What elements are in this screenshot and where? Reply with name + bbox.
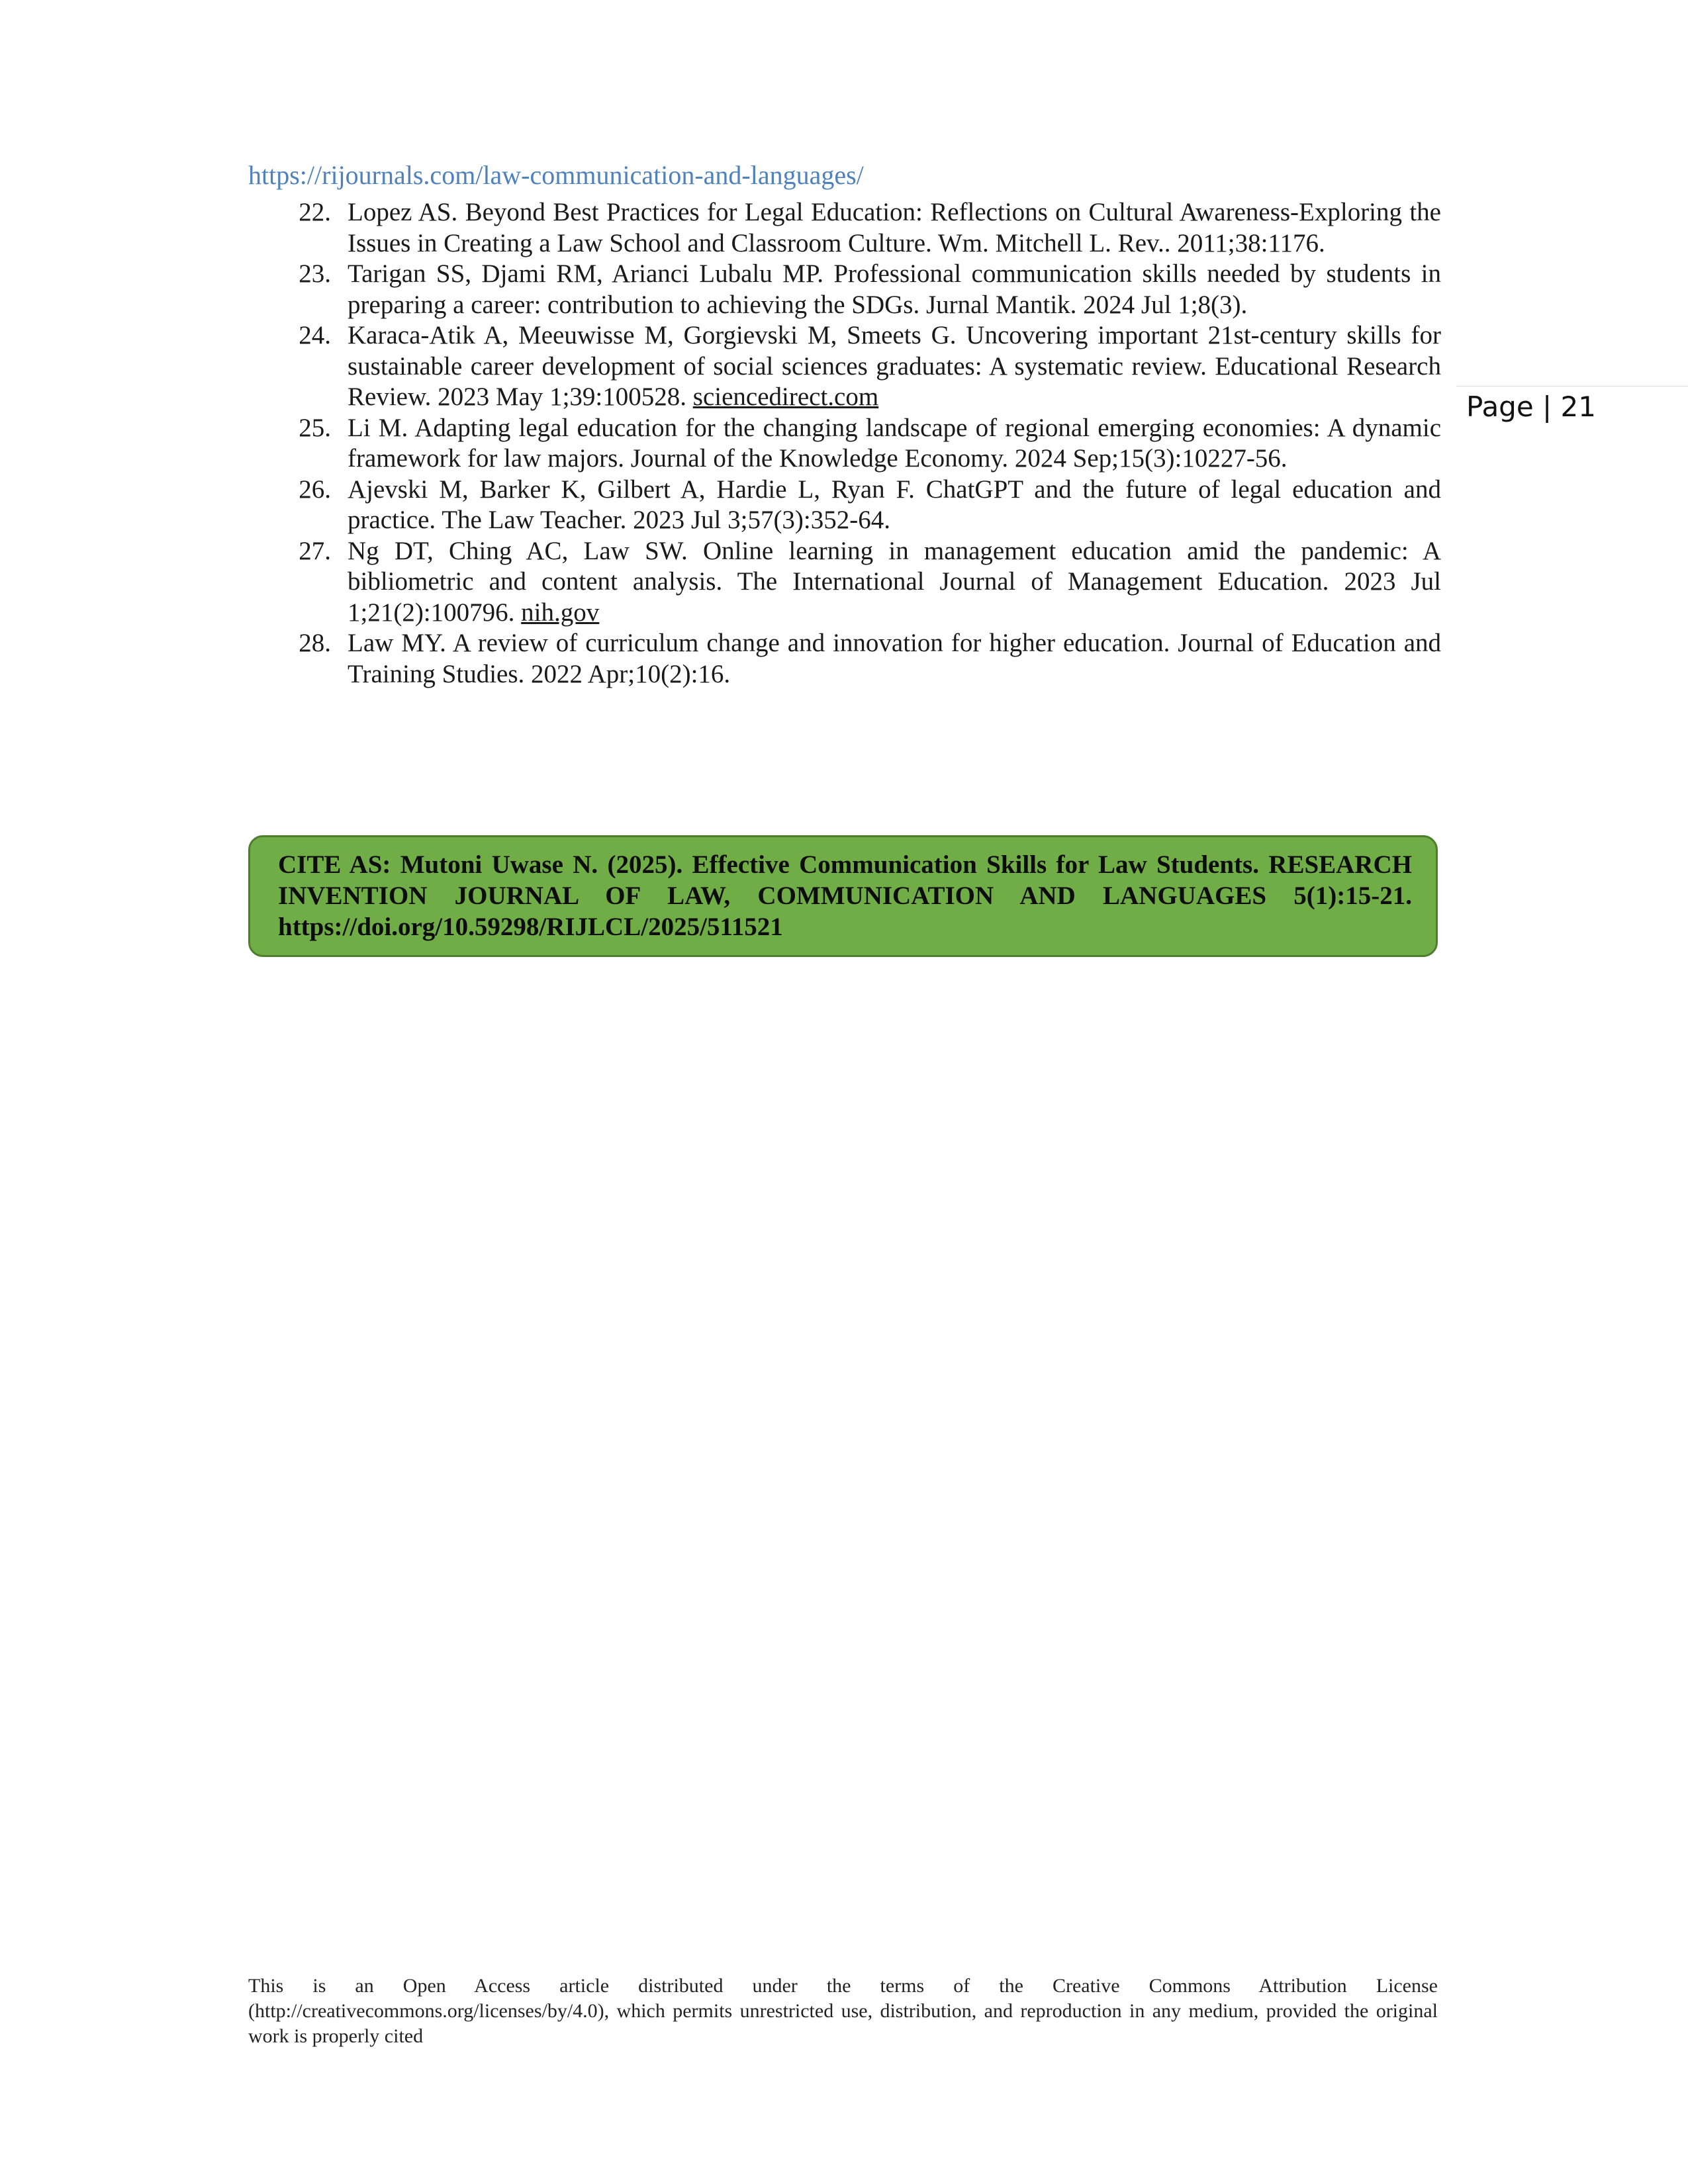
reference-number: 26. [299,475,331,504]
reference-item [248,197,1441,259]
reference-item [248,628,1441,690]
reference-item [248,413,1441,475]
reference-text: Law MY. A review of curriculum change and innovation for higher education. Journal of Education and Training Studies. 2022 Apr;10(2):16. [348,629,1441,688]
reference-text: Tarigan SS, Djami RM, Arianci Lubalu MP. Professional communication skills needed by students in preparing a career: contribution to achieving the SDGs. Jurnal Mantik. 2024 Jul 1;8(3). [348,259,1441,319]
license-footer: This is an Open Access article distributed under the terms of the Creative Commons Attribution License (http://creativecommons.org/licenses/by/4.0), which permits unrestricted use, distribution, and reproduction in any medium, provided the original work is properly cited [248,1975,1438,2047]
citation-text: CITE AS: Mutoni Uwase N. (2025). Effective Communication Skills for Law Students. RESEARCH INVENTION JOURNAL OF LAW, COMMUNICATION AND LANGUAGES 5(1):15-21. https://doi.org/10.59298/RIJLCL/2025/511521 [278,850,1412,941]
reference-number: 23. [299,259,331,288]
reference-text: Li M. Adapting legal education for the changing landscape of regional emerging economies: A dynamic framework for law majors. Journal of the Knowledge Economy. 2024 Sep;15(3):10227-56. [348,413,1441,473]
reference-number: 28. [299,629,331,657]
reference-list [248,197,1441,690]
reference-item [248,320,1441,413]
reference-text: Lopez AS. Beyond Best Practices for Legal Education: Reflections on Cultural Awareness-Exploring the Issues in Creating a Law School and Classroom Culture. Wm. Mitchell L. Rev.. 2011;38:1176. [348,198,1441,257]
reference-text: Ng DT, Ching AC, Law SW. Online learning in management education amid the pandemic: A bibliometric and content analysis. The International Journal of Management Education. 2023 Jul 1;21(2):100796. [348,536,1441,627]
nih-link[interactable]: nih.gov [521,598,600,627]
page-number: Page | 21 [1466,390,1596,423]
journal-url-link[interactable]: https://rijournals.com/law-communication-and-languages/ [248,160,864,190]
reference-item [248,536,1441,629]
reference-text: Karaca-Atik A, Meeuwisse M, Gorgievski M, Smeets G. Uncovering important 21st-century skills for sustainable career development of social sciences graduates: A systematic review. Educational Research Review. 2023 May 1;39:100528. [348,321,1441,411]
reference-number: 27. [299,536,331,565]
reference-item [248,259,1441,320]
page-number-divider [1456,386,1688,387]
sciencedirect-link[interactable]: sciencedirect.com [692,383,879,411]
reference-number: 24. [299,321,331,349]
citation-box [248,835,1438,957]
reference-number: 22. [299,198,331,226]
reference-item [248,475,1441,536]
reference-text: Ajevski M, Barker K, Gilbert A, Hardie L, Ryan F. ChatGPT and the future of legal education and practice. The Law Teacher. 2023 Jul 3;57(3):352-64. [348,475,1441,534]
reference-number: 25. [299,413,331,442]
